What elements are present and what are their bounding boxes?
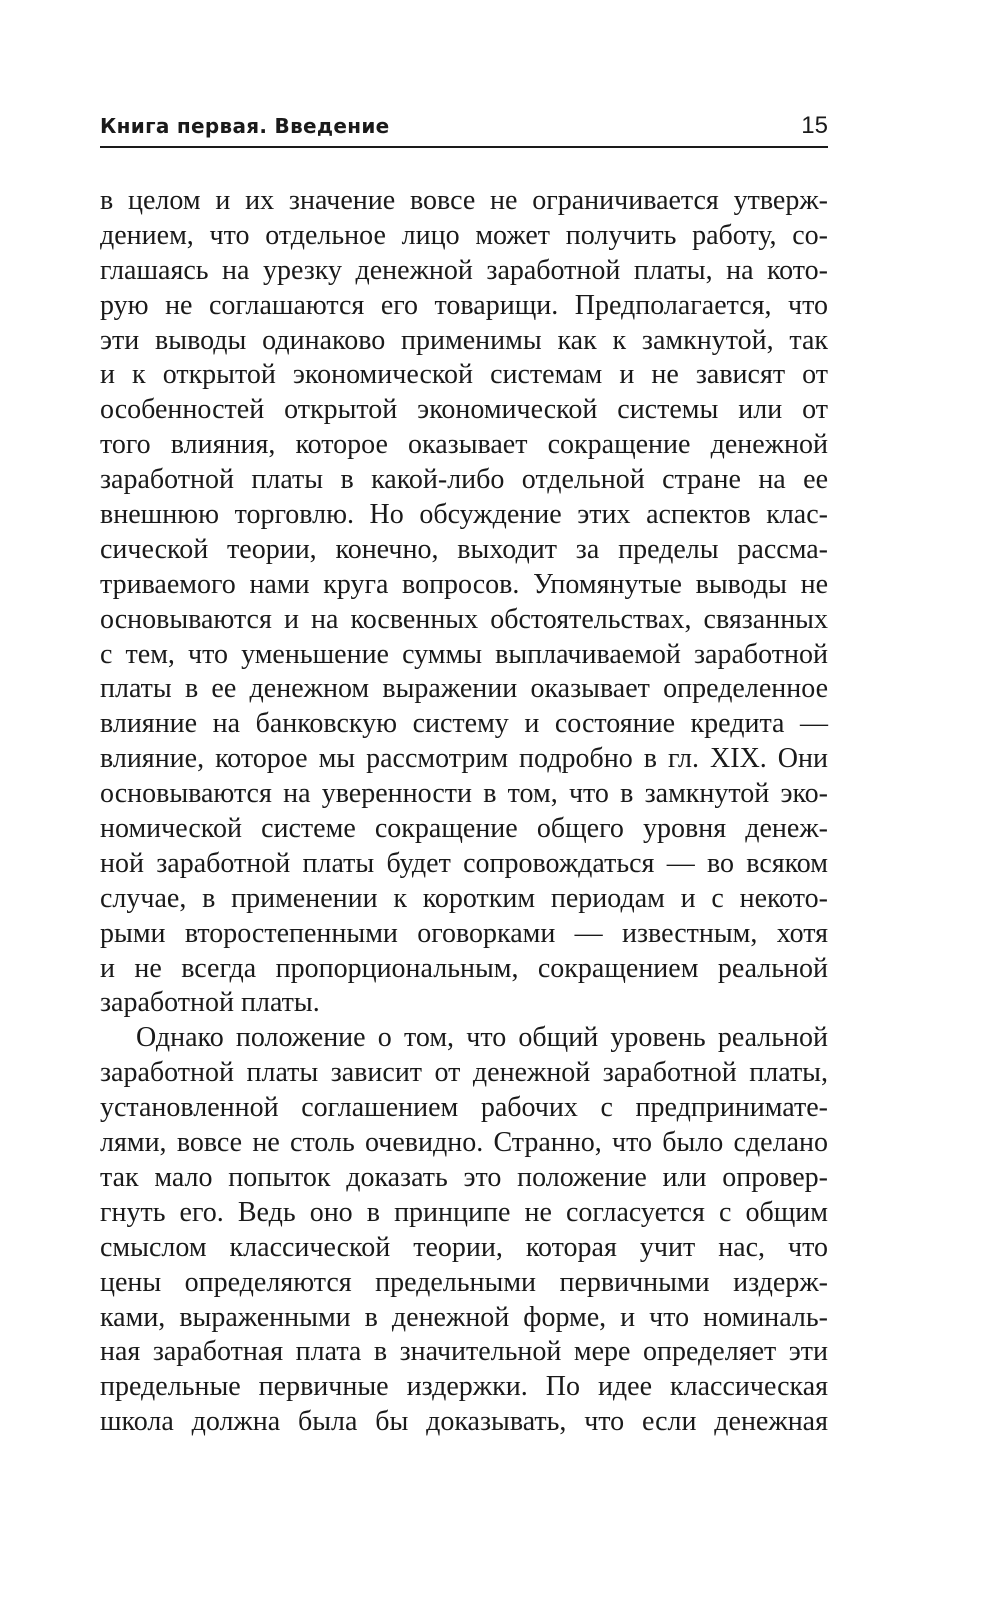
text-line: и не всегда пропорциональным, сокращением реальной	[100, 952, 828, 984]
text-line: заработной платы зависит от денежной заработной платы,	[100, 1057, 828, 1089]
text-line: триваемого нами круга вопросов. Упомянутые выводы не	[100, 568, 828, 600]
text-line: случае, в применении к коротким периодам и с некото-	[100, 882, 828, 914]
text-line: установленной соглашением рабочих с предпринимате-	[100, 1092, 828, 1124]
text-line: гнуть его. Ведь оно в принципе не согласуется с общим	[100, 1196, 828, 1228]
text-line: школа должна была бы доказывать, что если денежная	[100, 1406, 828, 1438]
text-line: основываются и на косвенных обстоятельствах, связанных	[100, 603, 828, 635]
text-line: цены определяются предельными первичными издерж-	[100, 1266, 828, 1298]
text-line: Однако положение о том, что общий уровень реальной	[136, 1022, 828, 1054]
text-line: номической системе сокращение общего уровня денеж-	[100, 813, 828, 845]
text-line: влияние на банковскую систему и состояние кредита —	[100, 708, 828, 740]
text-line: особенностей открытой экономической системы или от	[100, 394, 828, 426]
text-line: в целом и их значение вовсе не ограничивается утверж-	[100, 185, 828, 216]
text-line: эти выводы одинаково применимы как к замкнутой, так	[100, 324, 828, 356]
text-line: ками, выраженными в денежной форме, и что номиналь-	[100, 1301, 828, 1333]
text-line: смыслом классической теории, которая учит нас, что	[100, 1231, 828, 1263]
text-line: так мало попыток доказать это положение или опровер-	[100, 1161, 828, 1193]
page-header	[100, 108, 828, 148]
text-line: заработной платы.	[100, 987, 320, 1019]
text-line: влияние, которое мы рассмотрим подробно в гл. XIX. Они	[100, 743, 828, 775]
text-line: дением, что отдельное лицо может получить работу, со-	[100, 219, 828, 251]
text-line: ная заработная плата в значительной мере определяет эти	[100, 1336, 828, 1368]
text-line: рыми второстепенными оговорками — известным, хотя	[100, 917, 828, 949]
text-line: ной заработной платы будет сопровождаться — во всяком	[100, 847, 828, 879]
text-line: сической теории, конечно, выходит за пределы рассма-	[100, 533, 828, 565]
body-text	[100, 184, 828, 1440]
text-line: того влияния, которое оказывает сокращение денежной	[100, 429, 828, 461]
text-line: с тем, что уменьшение суммы выплачиваемой заработной	[100, 638, 828, 670]
text-line: лями, вовсе не столь очевидно. Странно, что было сделано	[100, 1127, 828, 1159]
text-line: предельные первичные издержки. По идее классическая	[100, 1371, 828, 1403]
running-head: Книга первая. Введение	[100, 114, 390, 138]
text-line: основываются на уверенности в том, что в замкнутой эко-	[100, 778, 828, 810]
paragraph-2	[100, 1021, 828, 1440]
page-number: 15	[801, 112, 828, 139]
text-line: заработной платы в какой-либо отдельной стране на ее	[100, 464, 828, 496]
paragraph-1	[100, 184, 828, 1021]
text-line: глашаясь на урезку денежной заработной платы, на кото-	[100, 254, 828, 286]
text-line: платы в ее денежном выражении оказывает определенное	[100, 673, 828, 705]
text-line: и к открытой экономической системам и не зависят от	[100, 359, 828, 391]
text-line: внешнюю торговлю. Но обсуждение этих аспектов клас-	[100, 499, 828, 531]
text-line: рую не соглашаются его товарищи. Предполагается, что	[100, 289, 828, 321]
